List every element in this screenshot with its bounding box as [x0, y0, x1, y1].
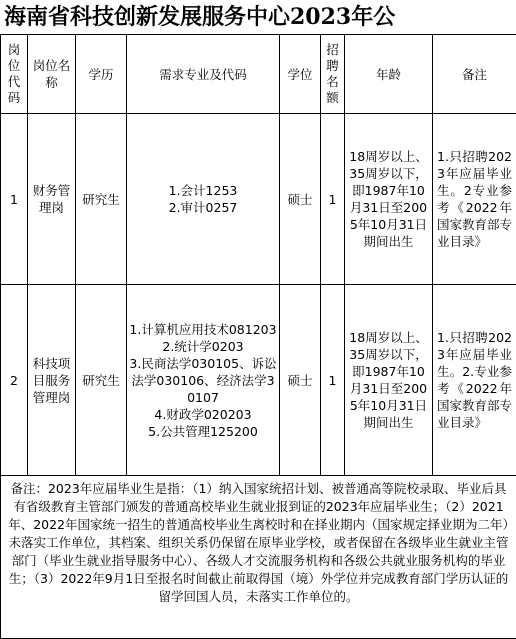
header-major: 需求专业及代码: [127, 35, 280, 114]
cell-name: 财务管理岗: [28, 114, 76, 285]
cell-name: 科技项目服务管理岗: [28, 285, 76, 476]
header-degree: 学位: [280, 35, 321, 114]
major-item: 5.公共管理125200: [129, 423, 277, 440]
table-row: [1, 285, 516, 476]
header-edu: 学历: [76, 35, 127, 114]
header-code: 岗位代码: [1, 35, 28, 114]
header-count: 招聘名额: [321, 35, 345, 114]
page-title: 海南省科技创新发展服务中心2023年公: [0, 0, 516, 34]
major-item: 2.统计学0203: [129, 338, 277, 355]
cell-degree: 硕士: [280, 285, 321, 476]
cell-edu: 研究生: [76, 114, 127, 285]
cell-age: 18周岁以上、35周岁以下，即1987年10月31日至2005年10月31日期间出生: [345, 285, 433, 476]
major-item: 1.会计1253: [129, 182, 277, 199]
header-remark: 备注: [433, 35, 516, 114]
header-age: 年龄: [345, 35, 433, 114]
major-item: 2.审计0257: [129, 199, 277, 216]
notes-row: [1, 476, 516, 639]
cell-count: 1: [321, 114, 345, 285]
cell-code: 1: [1, 114, 28, 285]
header-name: 岗位名称: [28, 35, 76, 114]
table-row: [1, 114, 516, 285]
cell-age: 18周岁以上、35周岁以下，即1987年10月31日至2005年10月31日期间出生: [345, 114, 433, 285]
cell-majors: [127, 285, 280, 476]
cell-count: 1: [321, 285, 345, 476]
cell-degree: 硕士: [280, 114, 321, 285]
cell-majors: [127, 114, 280, 285]
major-item: 3.民商法学030105、诉讼法学030106、经济法学30107: [129, 355, 277, 406]
cell-remark: 1.只招聘2023年应届毕业生。2专业参考《2022年国家教育部专业目录》: [433, 114, 516, 285]
cell-remark: 1.只招聘2023年应届毕业生。2.专业参考《2022年国家教育部专业目录》: [433, 285, 516, 476]
cell-code: 2: [1, 285, 28, 476]
major-item: 4.财政学020203: [129, 406, 277, 423]
major-item: 1.计算机应用技术081203: [129, 321, 277, 338]
footnote: 备注：2023年应届毕业生是指：（1）纳入国家统招计划、被普通高等院校录取、毕业后具有省级教育主管部门颁发的普通高校毕业生就业报到证的2023年应届毕业生；（2）2021年、2022年国家统一招生的普通高校毕业生离校时和在择业期内（国家规定择业期为二年）未落实工作单位，其档案、组织关系仍保留在原毕业学校，或者保留在各级毕业生就业主管部门（毕业生就业指导服务中心）、各级人才交流服务机构和各级公共就业服务机构的毕业生；（3）2022年9月1日至报名时间截止前取得国（境）外学位并完成教育部门学历认证的留学回国人员，未落实工作单位的。: [1, 476, 516, 639]
table-header-row: [1, 35, 516, 114]
cell-edu: 研究生: [76, 285, 127, 476]
recruitment-table: [0, 34, 516, 639]
